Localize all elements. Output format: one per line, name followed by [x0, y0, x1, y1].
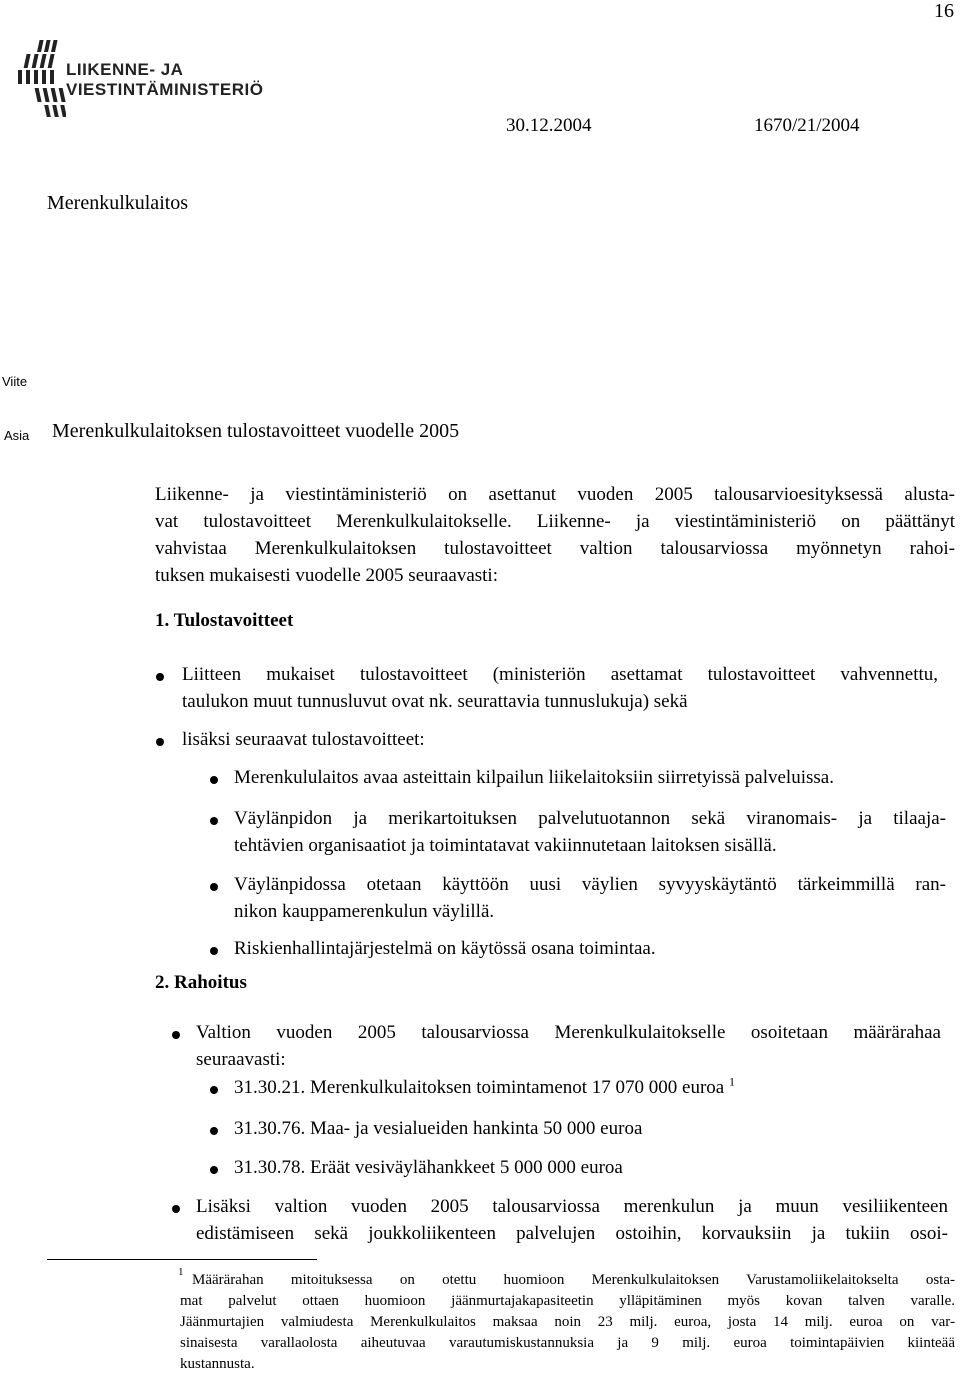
bullet-icon [210, 947, 218, 955]
bullet-icon [172, 1205, 180, 1213]
intro-line: vat tulostavoitteet Merenkulkulaitokselle. Liikenne- ja viestintäministeriö on päättänyt [155, 511, 955, 532]
sub-list-item [234, 935, 656, 962]
bullet-icon [210, 1086, 218, 1094]
budget-item [234, 1074, 735, 1101]
list-item-line: Riskienhallintajärjestelmä on käytössä osana toimintaa. [234, 938, 656, 959]
sub-list-item [234, 764, 834, 791]
budget-item [234, 1115, 642, 1142]
footnote-line: Määrärahan mitoituksessa on otettu huomioon Merenkulkulaitoksen Varustamoliikelaitokselta osta- [192, 1272, 955, 1288]
intro-line: tuksen mukaisesti vuodelle 2005 seuraavasti: [155, 565, 498, 586]
reference-label: Viite [2, 374, 28, 389]
footnote [180, 1270, 955, 1375]
list-item-line: tehtävien organisaatiot ja toimintatavat vakiinnutetaan laitoksen sisällä. [234, 835, 777, 856]
section-1-heading: 1. Tulostavoitteet [155, 610, 294, 631]
intro-paragraph [155, 481, 955, 589]
list-item-line: seuraavasti: [196, 1049, 286, 1070]
footnote-line: Jäänmurtajien valmiudesta Merenkulkulaitos maksaa noin 23 milj. euroa, josta 14 milj. euroa on var- [180, 1314, 955, 1330]
sub-list-item [234, 871, 946, 925]
list-item-line: Lisäksi valtion vuoden 2005 talousarviossa merenkulun ja muun vesiliikenteen [196, 1196, 948, 1217]
list-item [196, 1019, 941, 1073]
budget-item-text: 31.30.21. Merenkulkulaitoksen toimintamenot 17 070 000 euroa [234, 1077, 725, 1098]
list-item-line: Merenkululaitos avaa asteittain kilpailun liikelaitoksiin siirretyissä palveluissa. [234, 767, 834, 788]
intro-line: vahvistaa Merenkulkulaitoksen tulostavoitteet valtion talousarviossa myönnetyn rahoi- [155, 538, 955, 559]
list-item-line: Liitteen mukaiset tulostavoitteet (ministeriön asettamat tulostavoitteet vahvennettu, [182, 664, 938, 685]
intro-line: Liikenne- ja viestintäministeriö on asettanut vuoden 2005 talousarvioesityksessä alusta- [155, 484, 955, 505]
list-item-line: edistämiseen sekä joukkoliikenteen palvelujen ostoihin, korvauksiin ja tukiin osoi- [196, 1223, 948, 1244]
list-item [196, 1193, 948, 1247]
list-item-line: taulukon muut tunnusluvut ovat nk. seurattavia tunnuslukuja) sekä [182, 691, 688, 712]
bullet-icon [210, 883, 218, 891]
list-item [182, 726, 425, 753]
footnote-line: sinaisesta varallaolosta aiheutuvaa varautumiskustannuksia ja 9 milj. euroa toimintapäivien kiinteää [180, 1335, 955, 1351]
bullet-icon [210, 1166, 218, 1174]
subject-title: Merenkulkulaitoksen tulostavoitteet vuodelle 2005 [52, 420, 460, 442]
list-item-line: Väylänpidossa otetaan käyttöön uusi väylien syvyyskäytäntö tärkeimmillä ran- [234, 874, 946, 895]
footnote-line: mat palvelut ottaen huomioon jäänmurtajakapasiteetin ylläpitäminen myös kovan talven varalle. [180, 1293, 955, 1309]
footnote-marker: 1 [178, 1266, 184, 1278]
list-item-line: nikon kauppamerenkulun väylillä. [234, 901, 495, 922]
bullet-icon [172, 1031, 180, 1039]
subject-label: Asia [4, 428, 30, 443]
bullet-icon [156, 673, 164, 681]
logo-text-line1: LIIKENNE- JA [66, 60, 184, 79]
document-date: 30.12.2004 [506, 115, 592, 136]
footnote-line: kustannusta. [180, 1356, 255, 1372]
bullet-icon [156, 738, 164, 746]
logo-text-line2: VIESTINTÄMINISTERIÖ [66, 80, 264, 99]
budget-item [234, 1154, 623, 1181]
footnote-reference: 1 [728, 1074, 735, 1089]
sub-list-item [234, 805, 946, 859]
ministry-logo [10, 38, 300, 120]
footnote-separator [47, 1259, 317, 1260]
list-item [182, 661, 938, 715]
logo-mark-icon [10, 38, 66, 120]
document-number: 1670/21/2004 [754, 115, 860, 136]
page-number: 16 [934, 0, 954, 22]
list-item-line: Väylänpidon ja merikartoituksen palvelutuotannon sekä viranomais- ja tilaaja- [234, 808, 946, 829]
budget-item-text: 31.30.76. Maa- ja vesialueiden hankinta 50 000 euroa [234, 1118, 643, 1139]
section-2-heading: 2. Rahoitus [155, 972, 247, 993]
budget-item-text: 31.30.78. Eräät vesiväylähankkeet 5 000 000 euroa [234, 1157, 623, 1178]
recipient: Merenkulkulaitos [47, 192, 189, 214]
list-item-line: Valtion vuoden 2005 talousarviossa Merenkulkulaitokselle osoitetaan määrärahaa [196, 1022, 941, 1043]
bullet-icon [210, 1127, 218, 1135]
bullet-icon [210, 776, 218, 784]
bullet-icon [210, 817, 218, 825]
list-item-line: lisäksi seuraavat tulostavoitteet: [182, 729, 425, 750]
